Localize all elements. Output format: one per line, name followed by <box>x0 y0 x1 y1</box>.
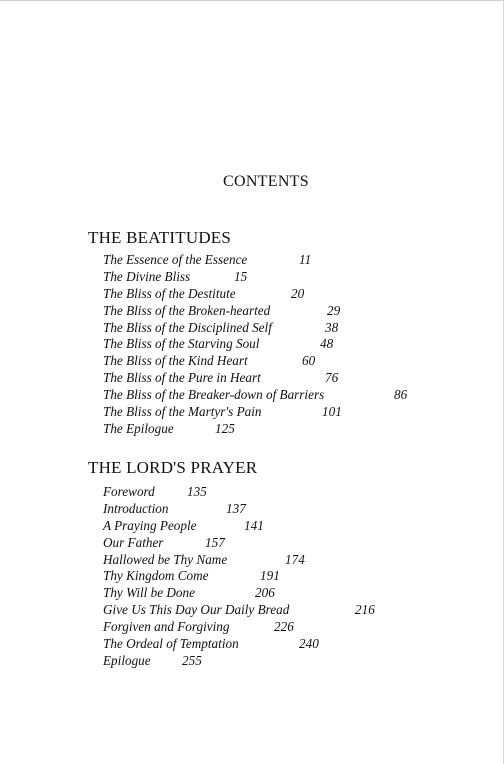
toc-entry-page: 191 <box>260 568 280 584</box>
toc-entry-title: Foreword <box>103 484 155 499</box>
toc-entry-title: Hallowed be Thy Name <box>103 551 228 567</box>
toc-entry[interactable] <box>103 636 319 653</box>
section-heading-beatitudes: THE BEATITUDES <box>88 228 232 247</box>
toc-entry-title: The Epilogue <box>103 420 174 436</box>
toc-entry[interactable] <box>103 353 324 370</box>
toc-entry-page: 20 <box>291 285 305 301</box>
toc-entry[interactable] <box>103 286 324 303</box>
toc-list-lords-prayer <box>103 484 375 670</box>
toc-entry-page: 240 <box>299 636 319 652</box>
toc-entry-page: 174 <box>285 551 305 567</box>
toc-entry[interactable] <box>103 602 375 619</box>
toc-entry-title: The Bliss of the Starving Soul <box>103 336 260 352</box>
toc-entry-page: 206 <box>255 585 275 601</box>
toc-entry-page: 255 <box>182 652 202 668</box>
toc-entry-title: The Bliss of the Martyr's Pain <box>103 404 262 420</box>
toc-entry[interactable] <box>103 336 334 353</box>
toc-entry-title: The Bliss of the Breaker-down of Barriers <box>103 387 325 403</box>
toc-entry-page: 157 <box>205 534 225 550</box>
toc-entry-title: The Bliss of the Destitute <box>103 285 236 301</box>
toc-entry-title: Forgiven and Forgiving <box>103 619 230 635</box>
toc-entry-title: The Divine Bliss <box>103 268 191 284</box>
toc-entry-page: 86 <box>394 387 408 403</box>
toc-entry-title: Give Us This Day Our Daily Bread <box>103 602 290 618</box>
toc-entry[interactable] <box>103 302 341 320</box>
toc-entry-title: Epilogue <box>103 652 151 668</box>
toc-list-beatitudes <box>103 252 408 438</box>
toc-entry-page: 216 <box>355 602 375 618</box>
toc-entry-title: The Essence of the Essence <box>103 252 248 267</box>
section-heading-lords-prayer: THE LORD'S PRAYER <box>88 458 258 477</box>
contents-title: CONTENTS <box>223 173 309 190</box>
toc-entry-page: 141 <box>244 517 264 533</box>
toc-entry-title: The Ordeal of Temptation <box>103 636 239 652</box>
toc-entry-page: 29 <box>327 302 341 318</box>
toc-entry-title: The Bliss of the Disciplined Self <box>103 319 272 335</box>
toc-entry[interactable] <box>103 619 294 636</box>
toc-entry[interactable] <box>103 585 289 602</box>
toc-entry-title: Our Father <box>103 534 164 550</box>
toc-entry-page: 76 <box>325 370 339 386</box>
toc-entry[interactable] <box>103 535 289 552</box>
toc-entry-title: Thy Will be Done <box>103 585 195 601</box>
toc-entry[interactable] <box>103 518 289 535</box>
toc-entry-title: Introduction <box>103 500 169 516</box>
toc-entry-page: 226 <box>274 619 294 635</box>
toc-entry-title: The Bliss of the Kind Heart <box>103 353 248 369</box>
toc-entry-page: 15 <box>234 268 248 284</box>
toc-entry-page: 135 <box>187 484 207 499</box>
toc-entry-title: A Praying People <box>103 517 197 533</box>
toc-entry[interactable] <box>103 404 342 421</box>
toc-entry[interactable] <box>103 501 289 518</box>
toc-entry-page: 101 <box>322 404 342 420</box>
toc-entry[interactable] <box>103 653 289 670</box>
toc-entry-page: 125 <box>215 420 235 436</box>
toc-entry[interactable] <box>103 269 324 286</box>
toc-entry-page: 11 <box>299 252 312 267</box>
toc-entry[interactable] <box>103 568 289 585</box>
toc-entry-page: 38 <box>325 319 339 335</box>
toc-entry-title: Thy Kingdom Come <box>103 568 209 584</box>
toc-entry[interactable] <box>103 551 305 569</box>
toc-entry-title: The Bliss of the Pure in Heart <box>103 370 261 386</box>
toc-entry-page: 48 <box>320 336 334 352</box>
toc-entry[interactable] <box>103 387 408 404</box>
toc-entry-page: 60 <box>302 353 316 369</box>
toc-entry[interactable] <box>103 252 324 269</box>
toc-entry[interactable] <box>103 319 339 337</box>
toc-entry[interactable] <box>103 484 289 501</box>
toc-entry[interactable] <box>103 421 324 438</box>
toc-entry-page: 137 <box>226 500 246 516</box>
page-edge-top <box>0 0 504 1</box>
toc-entry-title: The Bliss of the Broken-hearted <box>103 302 271 318</box>
toc-entry[interactable] <box>103 370 339 387</box>
